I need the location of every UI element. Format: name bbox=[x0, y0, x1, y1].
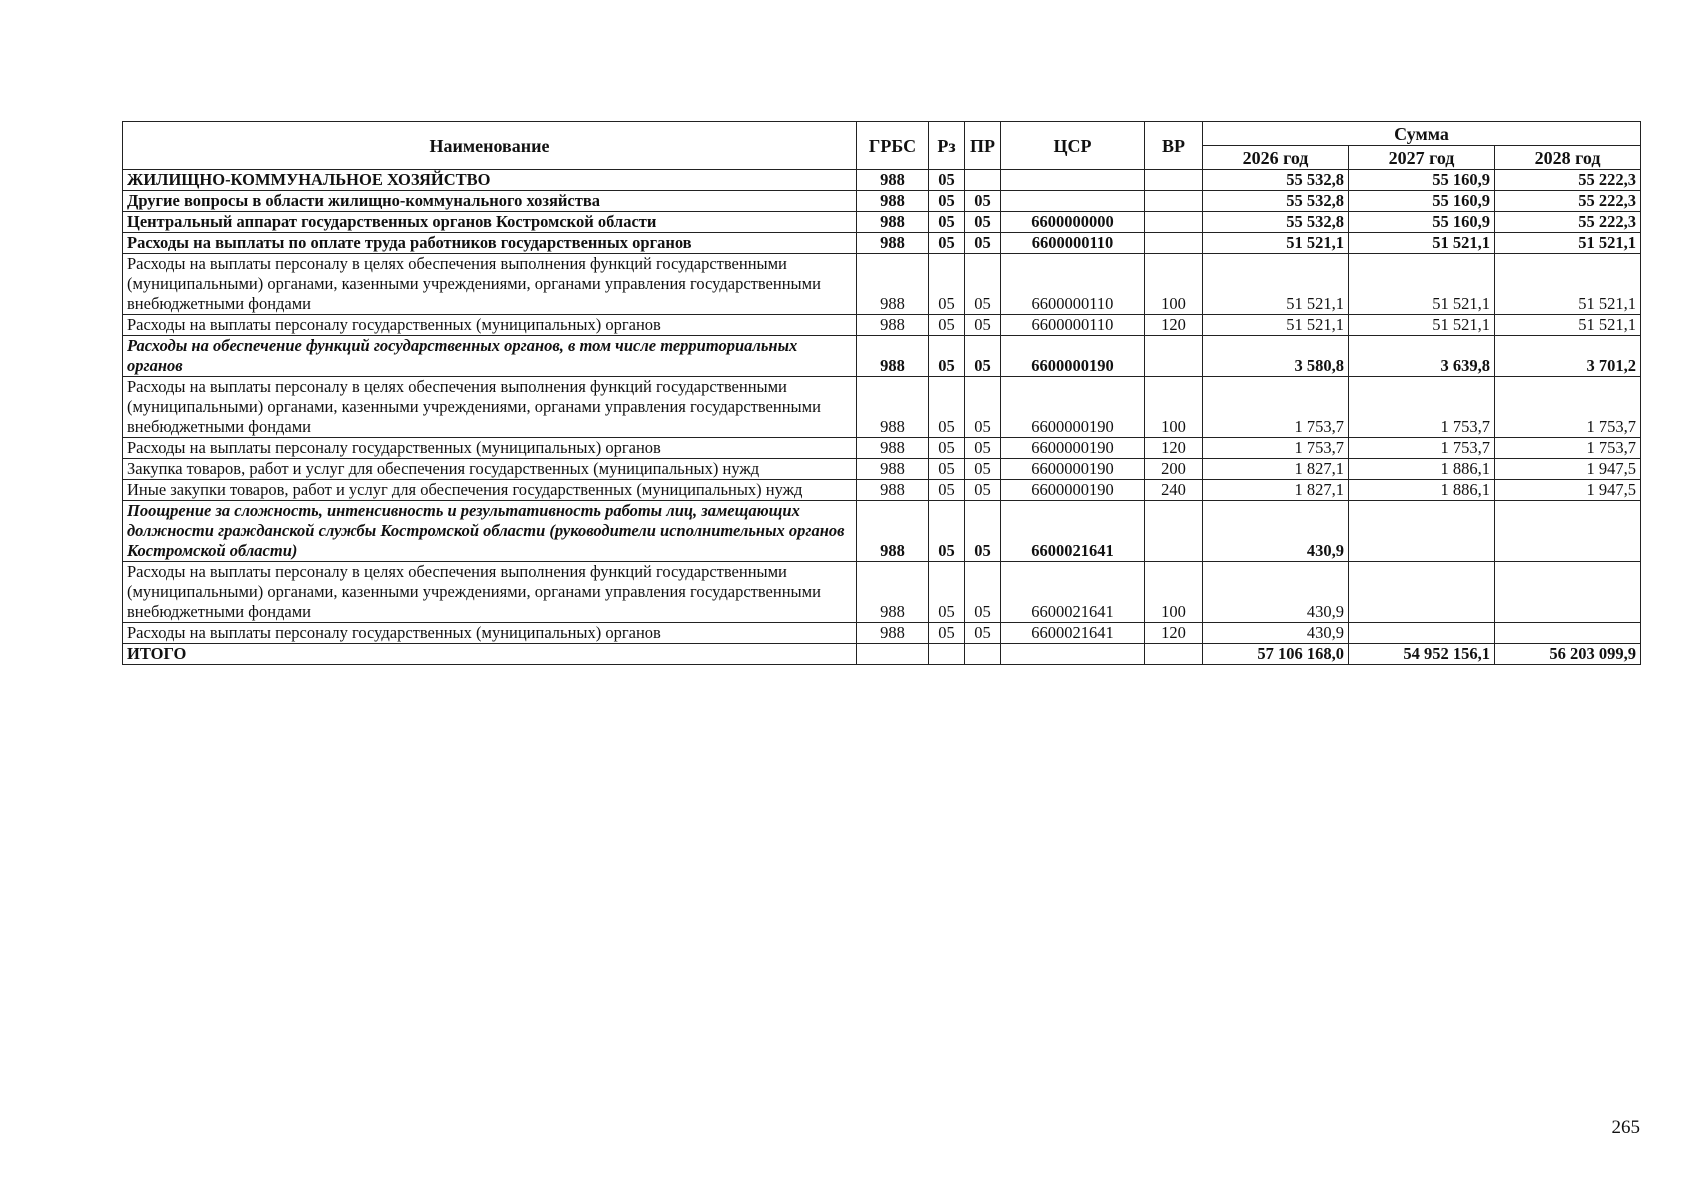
row-sum-2027: 55 160,9 bbox=[1349, 170, 1495, 191]
row-csr: 6600000190 bbox=[1001, 377, 1145, 438]
row-name: ЖИЛИЩНО-КОММУНАЛЬНОЕ ХОЗЯЙСТВО bbox=[123, 170, 857, 191]
row-name: Закупка товаров, работ и услуг для обеспечения государственных (муниципальных) нужд bbox=[123, 459, 857, 480]
row-csr: 6600000190 bbox=[1001, 480, 1145, 501]
row-name: Расходы на выплаты по оплате труда работников государственных органов bbox=[123, 233, 857, 254]
row-sum-2026: 55 532,8 bbox=[1203, 212, 1349, 233]
row-rz: 05 bbox=[929, 191, 965, 212]
row-rz: 05 bbox=[929, 480, 965, 501]
row-rz: 05 bbox=[929, 233, 965, 254]
table-row bbox=[123, 233, 1641, 254]
row-sum-2027: 1 753,7 bbox=[1349, 377, 1495, 438]
table-row bbox=[123, 623, 1641, 644]
row-csr: 6600000190 bbox=[1001, 336, 1145, 377]
total-empty-cell bbox=[1001, 644, 1145, 665]
row-sum-2028: 51 521,1 bbox=[1495, 254, 1641, 315]
row-sum-2028 bbox=[1495, 562, 1641, 623]
table-row bbox=[123, 315, 1641, 336]
row-vr bbox=[1145, 336, 1203, 377]
row-csr: 6600000000 bbox=[1001, 212, 1145, 233]
row-grbs: 988 bbox=[857, 438, 929, 459]
row-vr: 120 bbox=[1145, 623, 1203, 644]
total-empty-cell bbox=[857, 644, 929, 665]
row-pr: 05 bbox=[965, 233, 1001, 254]
row-vr bbox=[1145, 501, 1203, 562]
row-grbs: 988 bbox=[857, 501, 929, 562]
total-label: ИТОГО bbox=[123, 644, 857, 665]
row-name: Центральный аппарат государственных органов Костромской области bbox=[123, 212, 857, 233]
row-rz: 05 bbox=[929, 254, 965, 315]
total-row bbox=[123, 644, 1641, 665]
row-sum-2028: 1 753,7 bbox=[1495, 377, 1641, 438]
table-row bbox=[123, 212, 1641, 233]
row-sum-2026: 1 827,1 bbox=[1203, 480, 1349, 501]
table-row bbox=[123, 377, 1641, 438]
row-sum-2027: 51 521,1 bbox=[1349, 254, 1495, 315]
header-vr: ВР bbox=[1145, 122, 1203, 170]
row-vr bbox=[1145, 212, 1203, 233]
row-pr bbox=[965, 170, 1001, 191]
row-sum-2027: 51 521,1 bbox=[1349, 233, 1495, 254]
row-rz: 05 bbox=[929, 438, 965, 459]
row-sum-2026: 55 532,8 bbox=[1203, 170, 1349, 191]
row-vr bbox=[1145, 170, 1203, 191]
row-vr: 120 bbox=[1145, 438, 1203, 459]
row-rz: 05 bbox=[929, 315, 965, 336]
row-sum-2028: 55 222,3 bbox=[1495, 191, 1641, 212]
row-sum-2027: 1 886,1 bbox=[1349, 459, 1495, 480]
row-grbs: 988 bbox=[857, 233, 929, 254]
row-sum-2026: 1 753,7 bbox=[1203, 438, 1349, 459]
row-vr: 100 bbox=[1145, 254, 1203, 315]
row-name: Другие вопросы в области жилищно-коммунального хозяйства bbox=[123, 191, 857, 212]
row-sum-2026: 51 521,1 bbox=[1203, 254, 1349, 315]
row-rz: 05 bbox=[929, 623, 965, 644]
row-sum-2027: 55 160,9 bbox=[1349, 191, 1495, 212]
row-vr: 200 bbox=[1145, 459, 1203, 480]
row-pr: 05 bbox=[965, 501, 1001, 562]
row-pr: 05 bbox=[965, 377, 1001, 438]
row-grbs: 988 bbox=[857, 212, 929, 233]
total-empty-cell bbox=[929, 644, 965, 665]
row-sum-2028 bbox=[1495, 501, 1641, 562]
row-rz: 05 bbox=[929, 501, 965, 562]
table-row bbox=[123, 438, 1641, 459]
row-sum-2027 bbox=[1349, 562, 1495, 623]
row-rz: 05 bbox=[929, 562, 965, 623]
row-rz: 05 bbox=[929, 170, 965, 191]
header-sum: Сумма bbox=[1203, 122, 1641, 146]
row-vr: 120 bbox=[1145, 315, 1203, 336]
row-sum-2027: 51 521,1 bbox=[1349, 315, 1495, 336]
row-sum-2028 bbox=[1495, 623, 1641, 644]
header-rz: Рз bbox=[929, 122, 965, 170]
row-pr: 05 bbox=[965, 562, 1001, 623]
table-row bbox=[123, 501, 1641, 562]
table-row bbox=[123, 254, 1641, 315]
row-csr: 6600000190 bbox=[1001, 438, 1145, 459]
row-grbs: 988 bbox=[857, 377, 929, 438]
row-sum-2026: 51 521,1 bbox=[1203, 315, 1349, 336]
row-sum-2028: 1 753,7 bbox=[1495, 438, 1641, 459]
row-pr: 05 bbox=[965, 336, 1001, 377]
page-number: 265 bbox=[1611, 1117, 1640, 1138]
table-row bbox=[123, 562, 1641, 623]
row-csr: 6600021641 bbox=[1001, 501, 1145, 562]
header-csr: ЦСР bbox=[1001, 122, 1145, 170]
header-pr: ПР bbox=[965, 122, 1001, 170]
row-csr bbox=[1001, 191, 1145, 212]
row-vr: 100 bbox=[1145, 562, 1203, 623]
row-name: Иные закупки товаров, работ и услуг для обеспечения государственных (муниципальных) нужд bbox=[123, 480, 857, 501]
row-vr: 240 bbox=[1145, 480, 1203, 501]
row-name: Расходы на выплаты персоналу государственных (муниципальных) органов bbox=[123, 315, 857, 336]
row-sum-2027: 1 753,7 bbox=[1349, 438, 1495, 459]
row-sum-2026: 1 753,7 bbox=[1203, 377, 1349, 438]
header-year-2027: 2027 год bbox=[1349, 146, 1495, 170]
row-sum-2026: 430,9 bbox=[1203, 501, 1349, 562]
total-2028: 56 203 099,9 bbox=[1495, 644, 1641, 665]
row-sum-2028: 55 222,3 bbox=[1495, 170, 1641, 191]
total-2027: 54 952 156,1 bbox=[1349, 644, 1495, 665]
row-grbs: 988 bbox=[857, 254, 929, 315]
row-sum-2028: 51 521,1 bbox=[1495, 233, 1641, 254]
row-vr: 100 bbox=[1145, 377, 1203, 438]
row-pr: 05 bbox=[965, 254, 1001, 315]
row-sum-2027: 3 639,8 bbox=[1349, 336, 1495, 377]
table-row bbox=[123, 170, 1641, 191]
row-pr: 05 bbox=[965, 212, 1001, 233]
row-csr: 6600021641 bbox=[1001, 623, 1145, 644]
row-rz: 05 bbox=[929, 459, 965, 480]
row-csr: 6600000190 bbox=[1001, 459, 1145, 480]
row-sum-2026: 430,9 bbox=[1203, 562, 1349, 623]
row-name: Расходы на выплаты персоналу в целях обеспечения выполнения функций государственными (муниципальными) органами, казенными учреждениями, органами управления государственными внебюджетными фондами bbox=[123, 254, 857, 315]
row-csr: 6600000110 bbox=[1001, 254, 1145, 315]
table-body bbox=[123, 170, 1641, 644]
row-sum-2026: 51 521,1 bbox=[1203, 233, 1349, 254]
row-grbs: 988 bbox=[857, 191, 929, 212]
row-sum-2026: 3 580,8 bbox=[1203, 336, 1349, 377]
row-sum-2026: 430,9 bbox=[1203, 623, 1349, 644]
row-pr: 05 bbox=[965, 480, 1001, 501]
row-name: Расходы на выплаты персоналу в целях обеспечения выполнения функций государственными (муниципальными) органами, казенными учреждениями, органами управления государственными внебюджетными фондами bbox=[123, 562, 857, 623]
row-sum-2027: 55 160,9 bbox=[1349, 212, 1495, 233]
row-sum-2028: 1 947,5 bbox=[1495, 480, 1641, 501]
header-year-2028: 2028 год bbox=[1495, 146, 1641, 170]
row-sum-2028: 55 222,3 bbox=[1495, 212, 1641, 233]
row-sum-2028: 3 701,2 bbox=[1495, 336, 1641, 377]
row-sum-2028: 1 947,5 bbox=[1495, 459, 1641, 480]
row-pr: 05 bbox=[965, 623, 1001, 644]
row-name: Поощрение за сложность, интенсивность и результативность работы лиц, замещающих должности гражданской службы Костромской области (руководители исполнительных органов Костромской области) bbox=[123, 501, 857, 562]
row-name: Расходы на обеспечение функций государственных органов, в том числе территориальных органов bbox=[123, 336, 857, 377]
header-year-2026: 2026 год bbox=[1203, 146, 1349, 170]
row-name: Расходы на выплаты персоналу государственных (муниципальных) органов bbox=[123, 623, 857, 644]
row-sum-2027 bbox=[1349, 501, 1495, 562]
row-rz: 05 bbox=[929, 336, 965, 377]
total-empty-cell bbox=[1145, 644, 1203, 665]
budget-table bbox=[122, 121, 1641, 665]
row-grbs: 988 bbox=[857, 623, 929, 644]
row-sum-2027: 1 886,1 bbox=[1349, 480, 1495, 501]
row-csr: 6600021641 bbox=[1001, 562, 1145, 623]
row-grbs: 988 bbox=[857, 315, 929, 336]
header-grbs: ГРБС bbox=[857, 122, 929, 170]
row-vr bbox=[1145, 191, 1203, 212]
row-sum-2028: 51 521,1 bbox=[1495, 315, 1641, 336]
total-empty-cell bbox=[965, 644, 1001, 665]
row-pr: 05 bbox=[965, 315, 1001, 336]
row-sum-2027 bbox=[1349, 623, 1495, 644]
table-row bbox=[123, 459, 1641, 480]
row-pr: 05 bbox=[965, 438, 1001, 459]
row-rz: 05 bbox=[929, 212, 965, 233]
row-grbs: 988 bbox=[857, 459, 929, 480]
row-csr: 6600000110 bbox=[1001, 315, 1145, 336]
row-pr: 05 bbox=[965, 191, 1001, 212]
row-vr bbox=[1145, 233, 1203, 254]
table-row bbox=[123, 191, 1641, 212]
row-pr: 05 bbox=[965, 459, 1001, 480]
row-grbs: 988 bbox=[857, 562, 929, 623]
row-grbs: 988 bbox=[857, 170, 929, 191]
row-name: Расходы на выплаты персоналу государственных (муниципальных) органов bbox=[123, 438, 857, 459]
row-rz: 05 bbox=[929, 377, 965, 438]
total-2026: 57 106 168,0 bbox=[1203, 644, 1349, 665]
row-sum-2026: 1 827,1 bbox=[1203, 459, 1349, 480]
table-row bbox=[123, 480, 1641, 501]
row-name: Расходы на выплаты персоналу в целях обеспечения выполнения функций государственными (муниципальными) органами, казенными учреждениями, органами управления государственными внебюджетными фондами bbox=[123, 377, 857, 438]
row-csr: 6600000110 bbox=[1001, 233, 1145, 254]
row-sum-2026: 55 532,8 bbox=[1203, 191, 1349, 212]
header-name: Наименование bbox=[123, 122, 857, 170]
row-csr bbox=[1001, 170, 1145, 191]
table-row bbox=[123, 336, 1641, 377]
row-grbs: 988 bbox=[857, 480, 929, 501]
row-grbs: 988 bbox=[857, 336, 929, 377]
